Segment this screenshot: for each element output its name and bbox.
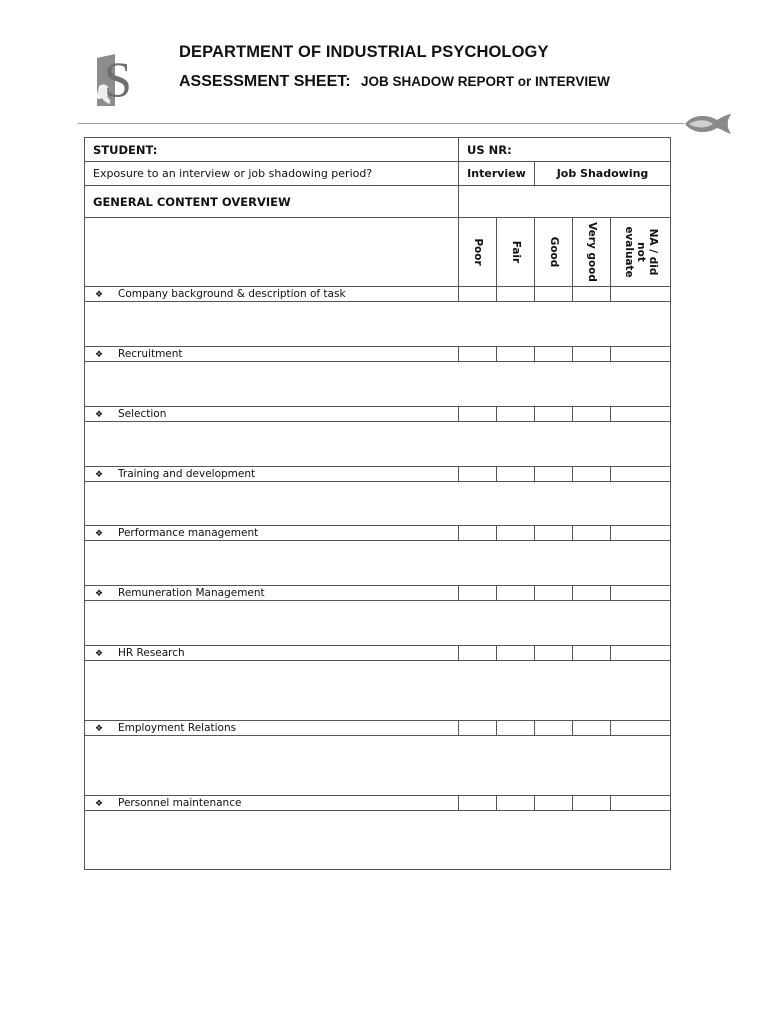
rating-cell-fair[interactable] <box>497 586 535 601</box>
comment-area[interactable] <box>85 362 671 407</box>
rating-cell-very-good[interactable] <box>573 586 611 601</box>
document-subtitle <box>179 73 610 91</box>
rating-cell-good[interactable] <box>535 646 573 661</box>
option-interview[interactable]: Interview <box>459 162 535 186</box>
comment-area[interactable] <box>85 482 671 526</box>
bullet-icon: ❖ <box>95 799 104 809</box>
rating-cell-na[interactable] <box>611 407 671 422</box>
bullet-icon: ❖ <box>95 724 104 734</box>
item-selection: ❖ Selection <box>85 407 459 422</box>
item-training-development: ❖ Training and development <box>85 467 459 482</box>
rating-cell-good[interactable] <box>535 796 573 811</box>
rating-cell-na[interactable] <box>611 646 671 661</box>
option-job-shadowing[interactable]: Job Shadowing <box>535 162 671 186</box>
rating-cell-na[interactable] <box>611 287 671 302</box>
rating-cell-very-good[interactable] <box>573 721 611 736</box>
rating-header-na: NA / did not evaluate <box>611 218 671 287</box>
university-crest-icon <box>95 52 147 108</box>
bullet-icon: ❖ <box>95 290 104 300</box>
rating-cell-fair[interactable] <box>497 407 535 422</box>
bullet-icon: ❖ <box>95 470 104 480</box>
us-nr-label: US NR: <box>467 142 512 157</box>
rating-header-blank <box>85 218 459 287</box>
rating-cell-poor[interactable] <box>459 347 497 362</box>
fish-ornament-icon <box>683 112 733 136</box>
item-recruitment: ❖ Recruitment <box>85 347 459 362</box>
rating-cell-fair[interactable] <box>497 287 535 302</box>
rating-cell-poor[interactable] <box>459 721 497 736</box>
rating-header-fair: Fair <box>497 218 535 287</box>
rating-cell-very-good[interactable] <box>573 287 611 302</box>
comment-area[interactable] <box>85 811 671 870</box>
rating-cell-na[interactable] <box>611 586 671 601</box>
student-field[interactable] <box>85 138 459 162</box>
svg-text:S: S <box>104 52 132 107</box>
header-divider <box>78 123 684 124</box>
comment-area[interactable] <box>85 302 671 347</box>
rating-cell-very-good[interactable] <box>573 467 611 482</box>
us-nr-field[interactable] <box>459 138 671 162</box>
rating-header-poor: Poor <box>459 218 497 287</box>
rating-cell-poor[interactable] <box>459 586 497 601</box>
rating-cell-good[interactable] <box>535 721 573 736</box>
rating-cell-very-good[interactable] <box>573 407 611 422</box>
rating-cell-na[interactable] <box>611 467 671 482</box>
bullet-icon: ❖ <box>95 649 104 659</box>
rating-cell-poor[interactable] <box>459 646 497 661</box>
assessment-table <box>84 137 671 870</box>
rating-cell-fair[interactable] <box>497 721 535 736</box>
rating-cell-very-good[interactable] <box>573 796 611 811</box>
bullet-icon: ❖ <box>95 529 104 539</box>
rating-header-very-good: Very good <box>573 218 611 287</box>
rating-cell-na[interactable] <box>611 347 671 362</box>
section-title: GENERAL CONTENT OVERVIEW <box>85 186 459 218</box>
rating-cell-poor[interactable] <box>459 526 497 541</box>
item-hr-research: ❖ HR Research <box>85 646 459 661</box>
rating-cell-fair[interactable] <box>497 646 535 661</box>
bullet-icon: ❖ <box>95 350 104 360</box>
comment-area[interactable] <box>85 422 671 467</box>
comment-area[interactable] <box>85 661 671 721</box>
exposure-question: Exposure to an interview or job shadowing period? <box>85 162 459 186</box>
rating-cell-na[interactable] <box>611 526 671 541</box>
rating-cell-very-good[interactable] <box>573 347 611 362</box>
rating-cell-na[interactable] <box>611 721 671 736</box>
comment-area[interactable] <box>85 736 671 796</box>
rating-cell-good[interactable] <box>535 586 573 601</box>
rating-cell-fair[interactable] <box>497 347 535 362</box>
item-personnel-maintenance: ❖ Personnel maintenance <box>85 796 459 811</box>
document-title: DEPARTMENT OF INDUSTRIAL PSYCHOLOGY <box>179 43 549 61</box>
comment-area[interactable] <box>85 541 671 586</box>
rating-cell-good[interactable] <box>535 467 573 482</box>
rating-cell-fair[interactable] <box>497 467 535 482</box>
rating-cell-fair[interactable] <box>497 796 535 811</box>
comment-area[interactable] <box>85 601 671 646</box>
rating-cell-good[interactable] <box>535 407 573 422</box>
rating-cell-very-good[interactable] <box>573 526 611 541</box>
subtitle-rest: JOB SHADOW REPORT or INTERVIEW <box>361 74 610 89</box>
rating-cell-good[interactable] <box>535 287 573 302</box>
rating-cell-na[interactable] <box>611 796 671 811</box>
rating-cell-very-good[interactable] <box>573 646 611 661</box>
section-title-blank <box>459 186 671 218</box>
item-remuneration-management: ❖ Remuneration Management <box>85 586 459 601</box>
rating-cell-poor[interactable] <box>459 287 497 302</box>
rating-cell-good[interactable] <box>535 347 573 362</box>
item-performance-management: ❖ Performance management <box>85 526 459 541</box>
item-employment-relations: ❖ Employment Relations <box>85 721 459 736</box>
rating-cell-fair[interactable] <box>497 526 535 541</box>
rating-cell-poor[interactable] <box>459 467 497 482</box>
rating-cell-poor[interactable] <box>459 407 497 422</box>
item-company-background: ❖ Company background & description of task <box>85 287 459 302</box>
subtitle-lead: ASSESSMENT SHEET: <box>179 73 351 90</box>
rating-header-good: Good <box>535 218 573 287</box>
bullet-icon: ❖ <box>95 589 104 599</box>
rating-cell-poor[interactable] <box>459 796 497 811</box>
rating-cell-good[interactable] <box>535 526 573 541</box>
student-label: STUDENT: <box>93 142 158 157</box>
bullet-icon: ❖ <box>95 410 104 420</box>
